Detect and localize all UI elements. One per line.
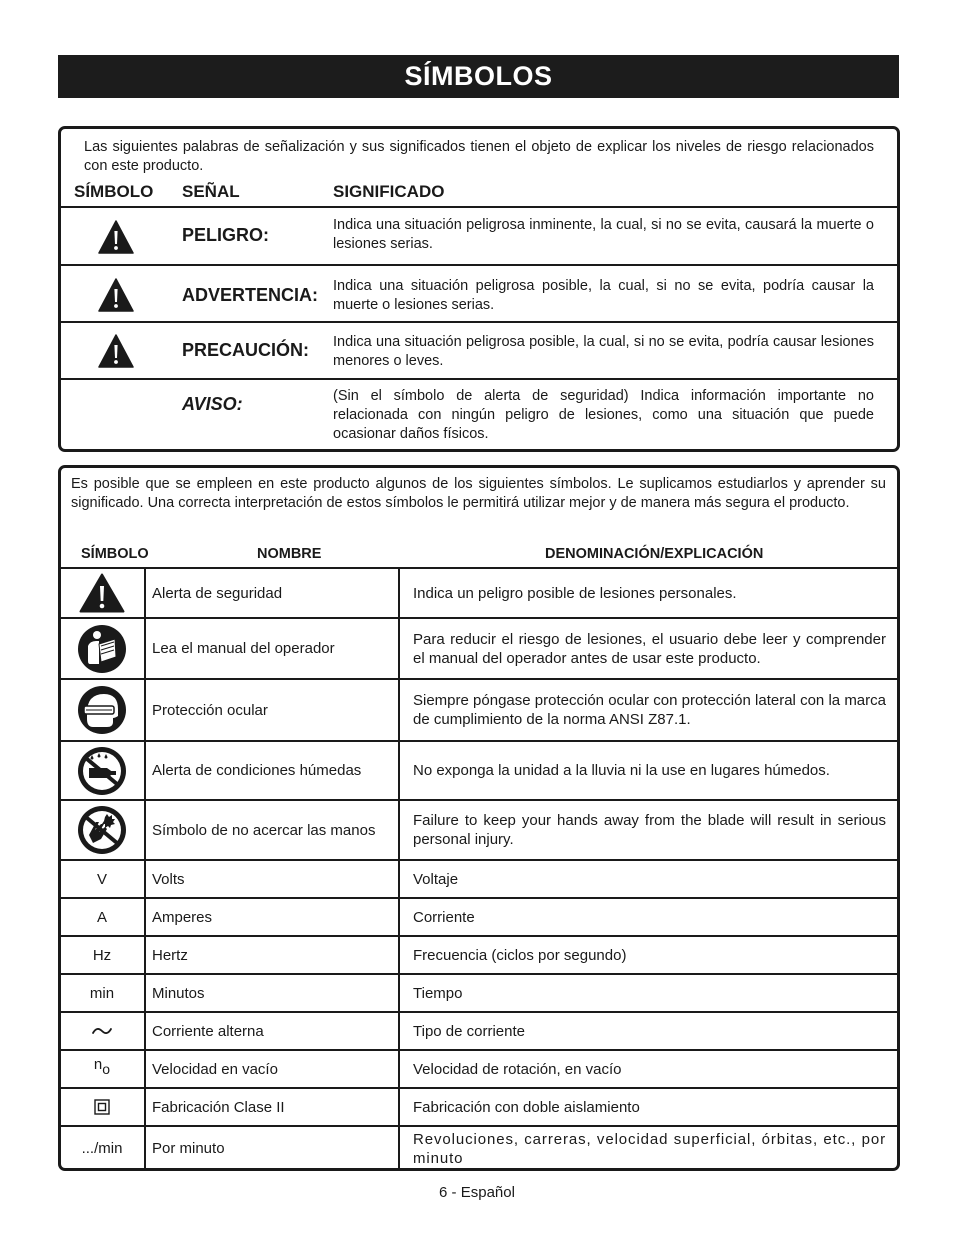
symbol-name: Alerta de seguridad (145, 568, 399, 618)
table-row (60, 1050, 898, 1088)
symbol-explanation: Fabricación con doble aislamiento (399, 1088, 898, 1126)
table-row (60, 618, 898, 679)
signal-text-aviso: (Sin el símbolo de alerta de seguridad) Indica información importante no relacionada con ningún peligro de lesiones, como una situación que puede ocasionar daños físicos. (333, 388, 874, 442)
table-row (60, 936, 898, 974)
warning-triangle-icon (98, 220, 134, 254)
symbol-name: Lea el manual del operador (145, 618, 399, 679)
header-symbol: SÍMBOLO (74, 182, 154, 201)
signal-label-aviso: AVISO: (182, 394, 243, 414)
symbol-explanation: Frecuencia (ciclos por segundo) (399, 936, 898, 974)
symbol-name: Hertz (145, 936, 399, 974)
symbol-explanation: Failure to keep your hands away from the blade will result in serious personal injury. (399, 800, 898, 860)
table-row (60, 898, 898, 936)
table-row (60, 741, 898, 800)
symbol-explanation: Tiempo (399, 974, 898, 1012)
symbol-name: Minutos (145, 974, 399, 1012)
table-row (60, 800, 898, 860)
symbol-explanation: Para reducir el riesgo de lesiones, el usuario debe leer y comprender el manual del operador antes de usar este producto. (399, 618, 898, 679)
symbols-panel (58, 465, 900, 1171)
header-name: NOMBRE (257, 546, 322, 562)
table-row (60, 1012, 898, 1050)
no-load-speed-symbol: no (60, 1050, 145, 1088)
header-symbol: SÍMBOLO (81, 546, 149, 562)
signal-text-precaucion: Indica una situación peligrosa posible, la cual, si no se evita, podría causar lesiones menores o leves. (333, 334, 874, 369)
symbols-table (60, 567, 898, 1170)
read-manual-icon (77, 624, 127, 674)
table-row (60, 1126, 898, 1170)
symbol-name: Amperes (145, 898, 399, 936)
symbol-explanation: Tipo de corriente (399, 1012, 898, 1050)
signal-row-aviso (61, 378, 897, 452)
symbol-explanation: Indica un peligro posible de lesiones personales. (399, 568, 898, 618)
symbol-text: Hz (60, 936, 145, 974)
signal-intro-text: Las siguientes palabras de señalización y sus significados tienen el objeto de explicar los niveles de riesgo relacionados con este producto. (84, 139, 874, 174)
eye-protection-icon (77, 685, 127, 735)
symbols-intro-text: Es posible que se empleen en este producto algunos de los siguientes símbolos. Le suplicamos estudiarlos y aprender su significado. Una correcta interpretación de estos símbolos le permitirá utilizar mejor y de manera más segura el producto. (71, 476, 886, 511)
signal-label-peligro: PELIGRO: (182, 225, 270, 245)
alternating-current-icon (91, 1025, 113, 1037)
symbol-explanation: Siempre póngase protección ocular con protección lateral con la marca de cumplimiento de la norma ANSI Z87.1. (399, 679, 898, 741)
signal-words-panel (58, 126, 900, 452)
header-explanation: DENOMINACIÓN/EXPLICACIÓN (545, 546, 764, 562)
class-ii-icon (94, 1099, 110, 1115)
symbol-name: Por minuto (145, 1126, 399, 1170)
page-footer: 6 - Español (439, 1184, 515, 1201)
symbol-explanation: Velocidad de rotación, en vacío (399, 1050, 898, 1088)
warning-triangle-icon (98, 334, 134, 368)
signal-row-precaucion (61, 321, 897, 380)
symbol-name: Símbolo de no acercar las manos (145, 800, 399, 860)
signal-row-advertencia (61, 264, 897, 324)
signal-row-peligro (61, 206, 897, 266)
keep-hands-away-icon (77, 805, 127, 855)
symbol-explanation: Corriente (399, 898, 898, 936)
symbol-name: Fabricación Clase II (145, 1088, 399, 1126)
symbol-text: min (60, 974, 145, 1012)
symbol-explanation: Voltaje (399, 860, 898, 898)
signal-text-advertencia: Indica una situación peligrosa posible, la cual, si no se evita, podría causar la muerte o lesiones serias. (333, 278, 874, 313)
wet-conditions-icon (77, 746, 127, 796)
symbol-text: V (60, 860, 145, 898)
warning-triangle-icon (98, 278, 134, 312)
table-row (60, 974, 898, 1012)
table-row (60, 679, 898, 741)
symbol-explanation: No exponga la unidad a la lluvia ni la use en lugares húmedos. (399, 741, 898, 800)
signal-label-precaucion: PRECAUCIÓN: (182, 340, 310, 360)
signal-label-advertencia: ADVERTENCIA: (182, 285, 319, 305)
header-meaning: SIGNIFICADO (333, 182, 445, 201)
table-row (60, 860, 898, 898)
table-row (60, 1088, 898, 1126)
symbol-name: Volts (145, 860, 399, 898)
header-signal: SEÑAL (182, 182, 240, 201)
safety-alert-icon (79, 573, 125, 613)
symbol-text: .../min (60, 1126, 145, 1170)
table-row (60, 568, 898, 618)
symbol-name: Velocidad en vacío (145, 1050, 399, 1088)
symbol-text: A (60, 898, 145, 936)
page-title: SÍMBOLOS (58, 55, 899, 98)
signal-text-peligro: Indica una situación peligrosa inminente, la cual, si no se evita, causará la muerte o lesiones serias. (333, 217, 874, 252)
symbol-explanation: Revoluciones, carreras, velocidad superficial, órbitas, etc., por minuto (399, 1126, 898, 1170)
symbol-name: Protección ocular (145, 679, 399, 741)
symbol-name: Corriente alterna (145, 1012, 399, 1050)
symbol-name: Alerta de condiciones húmedas (145, 741, 399, 800)
